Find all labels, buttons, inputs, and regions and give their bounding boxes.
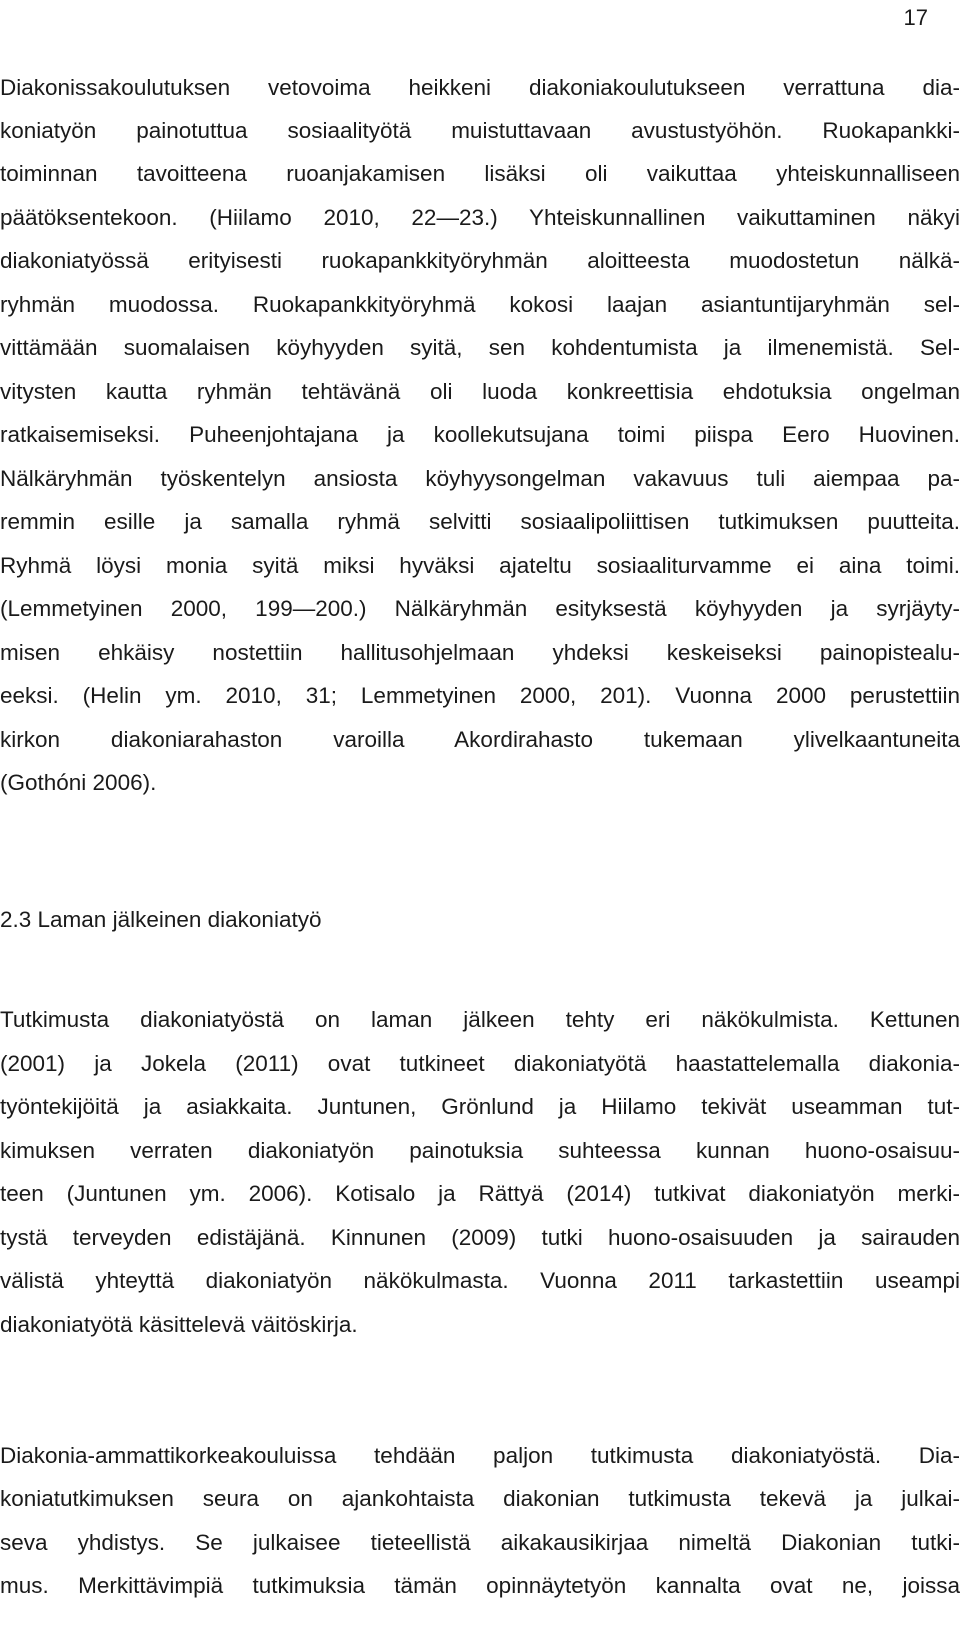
text-line: koniatutkimuksen seura on ajankohtaista diakonian tutkimusta tekevä ja julkai- — [0, 1486, 960, 1511]
text-line: diakoniatyössä erityisesti ruokapankkityöryhmän aloitteesta muodostetun nälkä- — [0, 248, 960, 273]
text-line: diakoniatyötä käsittelevä väitöskirja. — [0, 1312, 358, 1337]
text-line: toiminnan tavoitteena ruoanjakamisen lisäksi oli vaikuttaa yhteiskunnalliseen — [0, 161, 960, 186]
text-line: koniatyön painotuttua sosiaalityötä muistuttavaan avustustyöhön. Ruokapankki- — [0, 118, 960, 143]
text-line: kimuksen verraten diakoniatyön painotuksia suhteessa kunnan huono-osaisuu- — [0, 1138, 960, 1163]
text-line: vittämään suomalaisen köyhyyden syitä, sen kohdentumista ja ilmenemistä. Sel- — [0, 335, 960, 360]
text-line: Diakonia-ammattikorkeakouluissa tehdään paljon tutkimusta diakoniatyöstä. Dia- — [0, 1443, 960, 1468]
text-line: ratkaisemiseksi. Puheenjohtajana ja koollekutsujana toimi piispa Eero Huovinen. — [0, 422, 960, 447]
text-line: misen ehkäisy nostettiin hallitusohjelmaan yhdeksi keskeiseksi painopistealu- — [0, 640, 960, 665]
text-line: eeksi. (Helin ym. 2010, 31; Lemmetyinen 2000, 201). Vuonna 2000 perustettiin — [0, 683, 960, 708]
text-line: tystä terveyden edistäjänä. Kinnunen (2009) tutki huono-osaisuuden ja sairauden — [0, 1225, 960, 1250]
page-number: 17 — [903, 5, 928, 30]
text-line: Nälkäryhmän työskentelyn ansiosta köyhyysongelman vakavuus tuli aiempaa pa- — [0, 466, 960, 491]
text-line: vitysten kautta ryhmän tehtävänä oli luoda konkreettisia ehdotuksia ongelman — [0, 379, 960, 404]
text-line: kirkon diakoniarahaston varoilla Akordirahasto tukemaan ylivelkaantuneita — [0, 727, 960, 752]
text-line: Tutkimusta diakoniatyöstä on laman jälkeen tehty eri näkökulmista. Kettunen — [0, 1007, 960, 1032]
text-line: ryhmän muodossa. Ruokapankkityöryhmä kokosi laajan asiantuntijaryhmän sel- — [0, 292, 960, 317]
text-line: (Gothóni 2006). — [0, 770, 157, 795]
text-line: mus. Merkittävimpiä tutkimuksia tämän opinnäytetyön kannalta ovat ne, joissa — [0, 1573, 960, 1598]
text-line: Ryhmä löysi monia syitä miksi hyväksi ajateltu sosiaaliturvamme ei aina toimi. — [0, 553, 960, 578]
text-line: remmin esille ja samalla ryhmä selvitti sosiaalipoliittisen tutkimuksen puutteita. — [0, 509, 960, 534]
text-line: päätöksentekoon. (Hiilamo 2010, 22—23.) Yhteiskunnallinen vaikuttaminen näkyi — [0, 205, 960, 230]
text-line: välistä yhteyttä diakoniatyön näkökulmasta. Vuonna 2011 tarkastettiin useampi — [0, 1268, 960, 1293]
text-line: seva yhdistys. Se julkaisee tieteellistä aikakausikirjaa nimeltä Diakonian tutki- — [0, 1530, 960, 1555]
text-line: työntekijöitä ja asiakkaita. Juntunen, Grönlund ja Hiilamo tekivät useamman tut- — [0, 1094, 960, 1119]
text-line: (2001) ja Jokela (2011) ovat tutkineet diakoniatyötä haastattelemalla diakonia- — [0, 1051, 960, 1076]
section-heading: 2.3 Laman jälkeinen diakoniatyö — [0, 907, 322, 932]
text-line: teen (Juntunen ym. 2006). Kotisalo ja Rättyä (2014) tutkivat diakoniatyön merki- — [0, 1181, 960, 1206]
text-line: Diakonissakoulutuksen vetovoima heikkeni diakoniakoulutukseen verrattuna dia- — [0, 75, 960, 100]
text-line: (Lemmetyinen 2000, 199—200.) Nälkäryhmän esityksestä köyhyyden ja syrjäyty- — [0, 596, 960, 621]
